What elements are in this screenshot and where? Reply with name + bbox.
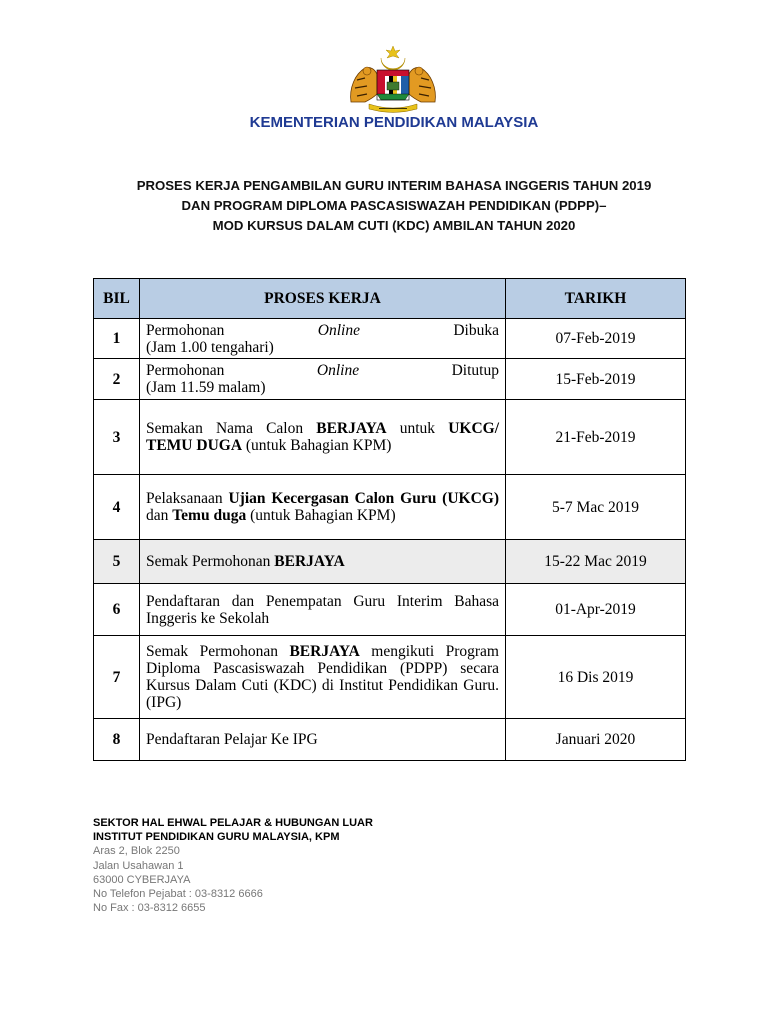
process-text: dan xyxy=(146,507,173,524)
process-cell xyxy=(140,319,506,359)
process-cell: Pendaftaran Pelajar Ke IPG xyxy=(140,719,506,761)
table-row xyxy=(94,636,686,719)
process-text: Semak Permohonan xyxy=(146,553,275,570)
date-cell: Januari 2020 xyxy=(506,719,686,761)
row-number: 2 xyxy=(94,359,140,400)
process-text: Ditutup xyxy=(451,362,499,379)
footer-institute: INSTITUT PENDIDIKAN GURU MALAYSIA, KPM xyxy=(93,831,340,844)
ministry-name: KEMENTERIAN PENDIDIKAN MALAYSIA xyxy=(249,114,539,131)
date-cell: 5-7 Mac 2019 xyxy=(506,475,686,540)
row-number: 5 xyxy=(94,540,140,584)
process-text-bold: BERJAYA xyxy=(316,420,387,437)
table-header-row xyxy=(94,279,686,319)
table-row xyxy=(94,584,686,636)
header-proses-kerja: PROSES KERJA xyxy=(140,279,506,319)
process-text-bold: Ujian Kecergasan Calon Guru (UKCG) xyxy=(228,490,499,507)
table-row xyxy=(94,359,686,400)
footer-address-line: Aras 2, Blok 2250 xyxy=(93,845,180,858)
table-row xyxy=(94,475,686,540)
process-cell xyxy=(140,636,506,719)
process-table xyxy=(93,278,686,761)
date-cell: 01-Apr-2019 xyxy=(506,584,686,636)
malaysia-coat-of-arms-icon xyxy=(343,44,443,114)
table-row xyxy=(94,540,686,584)
process-text: Semak Permohonan xyxy=(146,643,290,660)
date-cell: 15-22 Mac 2019 xyxy=(506,540,686,584)
date-cell: 15-Feb-2019 xyxy=(506,359,686,400)
footer-sector: SEKTOR HAL EHWAL PELAJAR & HUBUNGAN LUAR xyxy=(93,817,373,829)
row-number: 4 xyxy=(94,475,140,540)
process-text: Permohonan xyxy=(146,321,225,339)
footer-fax: No Fax : 03-8312 6655 xyxy=(93,902,206,915)
process-text: (untuk Bahagian KPM) xyxy=(246,507,396,524)
process-text-bold: BERJAYA xyxy=(289,643,360,660)
process-text: untuk xyxy=(386,420,449,437)
header-tarikh: TARIKH xyxy=(506,279,686,319)
table-row xyxy=(94,400,686,475)
process-cell xyxy=(140,400,506,475)
title-line-1: PROSES KERJA PENGAMBILAN GURU INTERIM BAHASA INGGERIS TAHUN 2019 xyxy=(136,178,652,193)
process-text: Permohonan xyxy=(146,362,225,379)
header-bil: BIL xyxy=(94,279,140,319)
row-number: 8 xyxy=(94,719,140,761)
process-cell xyxy=(140,359,506,400)
process-text: (untuk Bahagian KPM) xyxy=(242,437,392,454)
row-number: 7 xyxy=(94,636,140,719)
process-text: Semakan Nama Calon xyxy=(146,420,317,437)
row-number: 3 xyxy=(94,400,140,475)
process-text-bold: Temu duga xyxy=(172,507,247,524)
process-text: (Jam 11.59 malam) xyxy=(146,379,266,396)
process-text: (Jam 1.00 tengahari) xyxy=(146,338,274,356)
process-cell xyxy=(140,540,506,584)
date-cell: 21-Feb-2019 xyxy=(506,400,686,475)
process-text-italic: Online xyxy=(316,362,360,379)
footer-contact xyxy=(93,816,373,915)
process-cell: Pendaftaran dan Penempatan Guru Interim Bahasa Inggeris ke Sekolah xyxy=(140,584,506,636)
table-row xyxy=(94,719,686,761)
table-row xyxy=(94,319,686,359)
process-text-bold: BERJAYA xyxy=(274,553,345,570)
row-number: 6 xyxy=(94,584,140,636)
footer-address-line: 63000 CYBERJAYA xyxy=(93,873,191,886)
process-text-italic: Online xyxy=(317,321,360,339)
document-title xyxy=(0,176,768,236)
date-cell: 16 Dis 2019 xyxy=(506,636,686,719)
process-text: Dibuka xyxy=(453,321,499,339)
process-text-bold: UKCG/ TEMU DUGA xyxy=(146,420,499,454)
footer-address-line: Jalan Usahawan 1 xyxy=(93,859,184,872)
process-text: mengikuti Program Diploma Pascasiswazah Pendidikan (PDPP) secara Kursus Dalam Cuti (KDC) di Institut Pendidikan Guru.(IPG) xyxy=(146,643,499,711)
title-line-3: MOD KURSUS DALAM CUTI (KDC) AMBILAN TAHUN 2020 xyxy=(212,218,576,233)
process-text: Pelaksanaan xyxy=(146,490,229,507)
row-number: 1 xyxy=(94,319,140,359)
title-line-2: DAN PROGRAM DIPLOMA PASCASISWAZAH PENDIDIKAN (PDPP)– xyxy=(181,198,607,213)
process-cell xyxy=(140,475,506,540)
footer-phone: No Telefon Pejabat : 03-8312 6666 xyxy=(93,888,263,901)
date-cell: 07-Feb-2019 xyxy=(506,319,686,359)
